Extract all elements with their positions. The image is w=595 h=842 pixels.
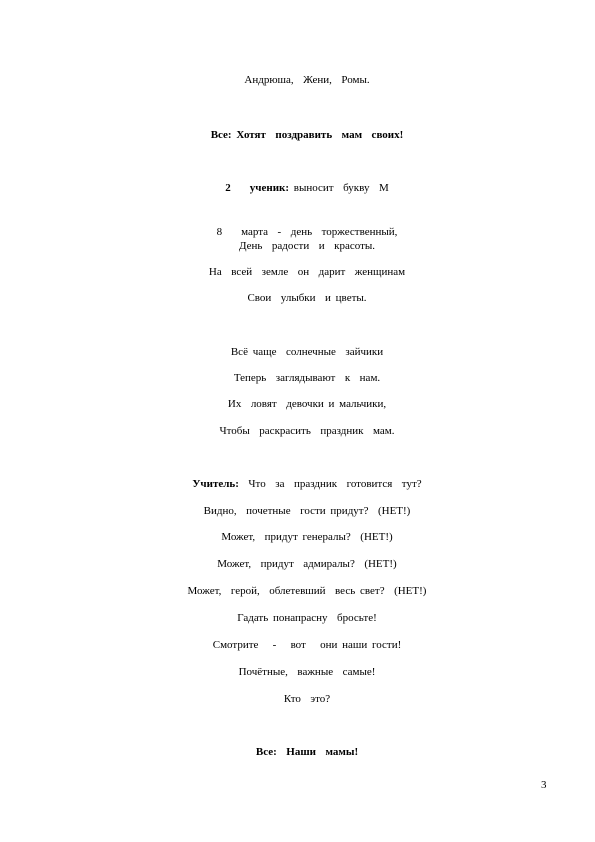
poem-line: Теперь заглядывают к нам.: [233, 372, 381, 384]
poem-line: Кто это?: [283, 693, 331, 705]
poem-line: Их ловят девочки и мальчики,: [227, 398, 387, 410]
text-line-speaker: 2 ученик: выносит букву М: [225, 182, 389, 194]
poem-line: Может, придут генералы? (НЕТ!): [221, 531, 393, 543]
page-number: 3: [541, 779, 547, 791]
poem-line: Гадать понапрасну бросьте!: [237, 612, 377, 624]
poem-line: Видно, почетные гости придут? (НЕТ!): [203, 505, 411, 517]
poem-line: 8 марта - день торжественный,: [216, 226, 398, 238]
text-line-bold: Все: Наши мамы!: [255, 746, 359, 758]
poem-line: Смотрите - вот они наши гости!: [212, 639, 402, 651]
poem-line: Чтобы раскрасить праздник мам.: [219, 425, 395, 437]
text-line-speaker: Учитель: Что за праздник готовится тут?: [192, 478, 422, 490]
poem-line: Почётные, важные самые!: [238, 666, 376, 678]
text-line: Андрюша, Жени, Ромы.: [244, 74, 370, 86]
poem-line: Может, герой, облетевший весь свет? (НЕТ!): [187, 585, 427, 597]
text-line-bold: Все: Хотят поздравить мам своих!: [210, 129, 404, 141]
poem-line: На всей земле он дарит женщинам: [208, 266, 406, 278]
poem-line: Всё чаще солнечные зайчики: [230, 346, 384, 358]
poem-line: Свои улыбки и цветы.: [247, 292, 367, 304]
poem-line: Может, придут адмиралы? (НЕТ!): [217, 558, 397, 570]
poem-line: День радости и красоты.: [238, 240, 376, 252]
